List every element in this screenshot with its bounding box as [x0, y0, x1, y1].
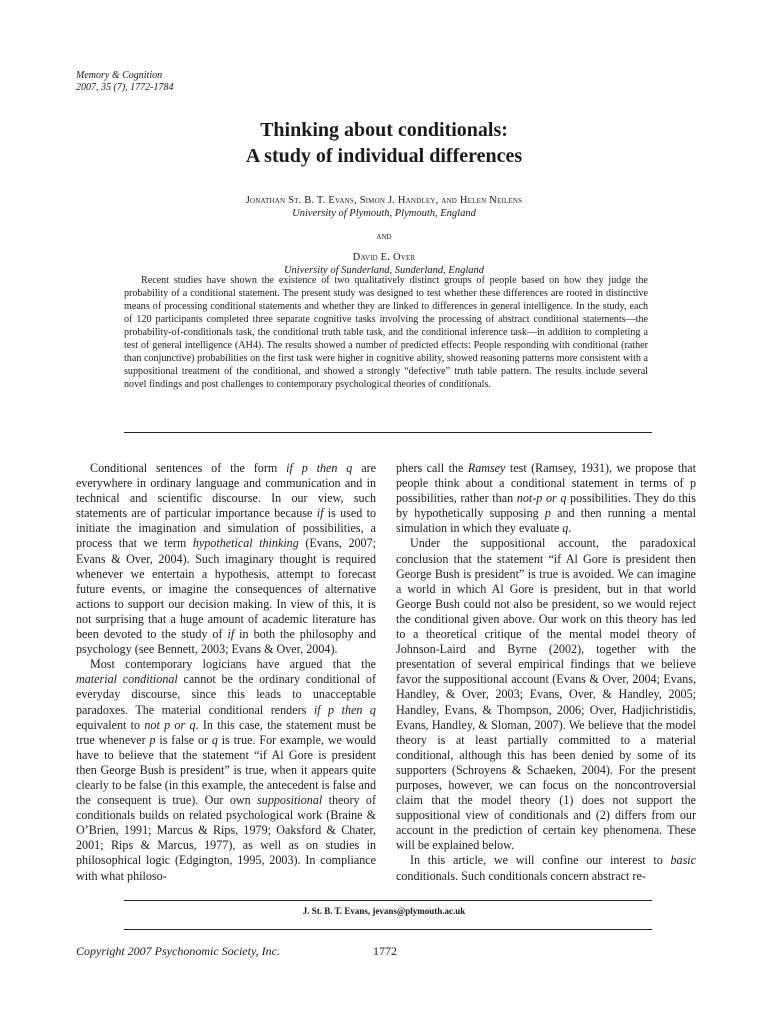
footnote-divider-top: [124, 900, 652, 901]
paragraph: phers call the Ramsey test (Ramsey, 1931), we propose that people think about a conditional statement in terms of p possibilities, rather than not-p or q possibilities. They do this by hypothetically supposing p and then running a mental simulation in which they evaluate q.: [396, 461, 697, 536]
paragraph: Under the suppositional account, the paradoxical conclusion that the statement “if Al Gore is president then George Bush is president” is true is avoided. We can imagine a world in which Al Gore is president, but in that world George Bush could not also be president, so we would reject the conditional given above. Our work on this theory has led to a theoretical critique of the mental model theory of Johnson-Laird and Byrne (2002), together with the presentation of several empirical findings that we believe favor the suppositional account (Evans & Over, 2004; Evans, Handley, & Over, 2003; Evans, Over, & Handley, 2005; Handley, Evans, & Thompson, 2006; Over, Hadjichristidis, Evans, Handley, & Sloman, 2007). We believe that the model theory is at least partially committed to a material conditional, although this has been denied by some of its supporters (Schroyens & Schaeken, 2004). For the present purposes, however, we can focus on the noncontroversial claim that the model theory (1) does not support the suppositional view of conditionals and (2) differs from our account in the prediction of certain key phenomena. These will be explained below.: [396, 536, 696, 853]
paragraph: In this article, we will confine our interest to basic conditionals. Such conditionals concern abstract re-: [396, 853, 696, 883]
abstract: Recent studies have shown the existence of two qualitatively distinct groups of people based on how they judge the probability of a conditional statement. The present study was designed to test whether these differences are rooted in distinctive means of processing conditional statements and whether they are linked to differences in general intelligence. In the study, each of 120 participants completed three separate cognitive tasks involving the processing of abstract conditional statements—the probability-of-conditionals task, the conditional truth table task, and the conditional inference task—in addition to completing a test of general intelligence (AH4). The results showed a number of predicted effects: People responding with conditional (rather than conjunctive) probabilities on the first task were higher in cognitive ability, showed reasoning patterns more consistent with a suppositional treatment of the conditional, and showed a strongly “defective” truth table pattern. The results include several novel findings and post challenges to contemporary psychological theories of conditionals.: [124, 275, 648, 390]
journal-name: Memory & Cognition: [76, 70, 163, 81]
title-line-2: A study of individual differences: [245, 145, 523, 167]
author-conjunction: and: [376, 232, 392, 242]
page-number: 1772: [373, 944, 397, 958]
author-affiliation-2: University of Sunderland, Sunderland, England: [283, 265, 485, 276]
article-title: [0, 117, 768, 169]
title-line-1: Thinking about conditionals:: [260, 119, 508, 141]
copyright-notice: Copyright 2007 Psychonomic Society, Inc.: [76, 944, 280, 958]
paragraph: Conditional sentences of the form if p then q are everywhere in ordinary language and communication and in technical and scientific discourse. In our view, such statements are of particular importance because if is used to initiate the imagination and simulation of possibilities, a process that we term hypothetical thinking (Evans, 2007; Evans & Over, 2004). Such imaginary thought is required whenever we entertain a hypothesis, attempt to forecast future events, or imagine the consequences of alternative actions to support our decision making. In view of this, it is not surprising that a huge amount of academic literature has been devoted to the study of if in both the philosophy and psychology (see Bennett, 2003; Evans & Over, 2004).: [76, 461, 377, 657]
abstract-divider: [124, 432, 652, 433]
paragraph: Most contemporary logicians have argued that the material conditional cannot be the ordinary conditional of everyday discourse, since this leads to unacceptable paradoxes. The material conditional renders if p then q equivalent to not p or q. In this case, the statement must be true whenever p is false or q is true. For example, we would have to believe that the statement “if Al Gore is president then George Bush is president” is true, when it appears quite clearly to be false (in this example, the antecedent is false and the consequent is true). Our own suppositional theory of conditionals builds on related psychological work (Braine & O’Brien, 1991; Marcus & Rips, 1979; Oaksford & Chater, 2001; Rips & Marcus, 1977), as well as on studies in philosophical logic (Edgington, 1995, 2003). In compliance with what philoso-: [76, 657, 377, 883]
body-column-left: [76, 461, 376, 884]
journal-volume: 2007, 35 (7), 1772-1784: [76, 82, 174, 93]
footnote-divider-bottom: [124, 929, 652, 930]
body-column-right: [396, 461, 696, 884]
author-names-2: David E. Over: [352, 252, 416, 263]
author-block: [0, 194, 768, 277]
journal-citation: [76, 70, 174, 94]
author-names-1: Jonathan St. B. T. Evans, Simon J. Handley, and Helen Neilens: [245, 195, 523, 206]
author-affiliation-1: University of Plymouth, Plymouth, England: [292, 208, 476, 219]
correspondence-footnote: J. St. B. T. Evans, jevans@plymouth.ac.uk: [302, 906, 466, 916]
